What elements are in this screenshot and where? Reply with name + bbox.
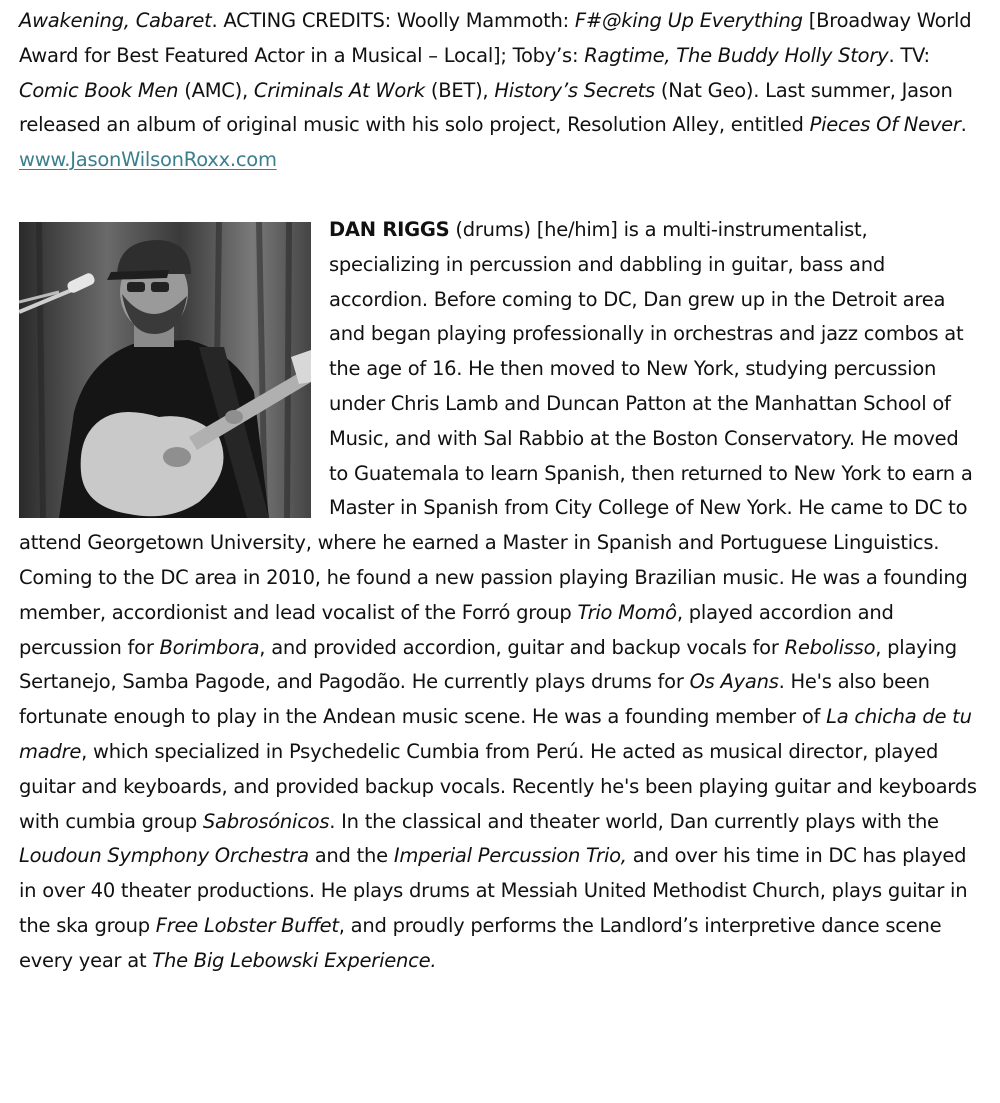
italic-title: Imperial Percussion Trio, xyxy=(393,844,627,868)
italic-title: Ragtime, The Buddy Holly Story xyxy=(584,43,889,67)
text-run: (BET), xyxy=(424,78,495,102)
text-run: and the xyxy=(308,844,394,868)
dan-riggs-photo xyxy=(19,222,311,518)
text-run: . ACTING CREDITS: Woolly Mammoth: xyxy=(211,9,575,32)
italic-title: Borimbora xyxy=(159,635,260,659)
text-run: . He's also been fortunate enough to play in the Andean music scene. He was a founding member of xyxy=(19,670,930,729)
text-run: (Nat Geo). Last summer, Jason released an album of original music with his solo project, Resolution Alley, entitled xyxy=(19,78,953,137)
italic-title: Loudoun Symphony Orchestra xyxy=(19,844,309,868)
italic-title: Rebolisso xyxy=(784,635,876,659)
italic-title: Free Lobster Buffet xyxy=(155,913,339,937)
text-run: [Broadway World Award for Best Featured Actor in a Musical – Local]; Toby’s: xyxy=(19,9,972,67)
italic-title: Criminals At Work xyxy=(253,78,425,102)
previous-bio-paragraph xyxy=(19,4,979,178)
text-run: , and provided accordion, guitar and backup vocals for xyxy=(259,635,785,659)
previous-bio-text xyxy=(19,9,971,136)
text-run: , which specialized in Psychedelic Cumbia from Perú. He acted as musical director, played guitar and keyboards, and provided backup vocals. Recently he's been playing guitar and keyboards with cumbia group xyxy=(19,739,977,833)
text-run: . In the classical and theater world, Dan currently plays with the xyxy=(329,809,939,833)
italic-title: Pieces Of Never xyxy=(809,113,961,137)
italic-title: Awakening, Cabaret xyxy=(19,9,212,32)
italic-title: Trio Momô xyxy=(577,600,677,624)
dan-riggs-name: DAN RIGGS xyxy=(329,217,450,241)
text-run: and over his time in DC has played in over 40 theater productions. He plays drums at Messiah United Methodist Church, plays guitar in the ska group xyxy=(19,844,968,937)
italic-title: History’s Secrets xyxy=(494,78,655,102)
text-run: , playing Sertanejo, Samba Pagode, and Pagodão. He currently plays drums for xyxy=(19,635,957,694)
italic-title: F#@king Up Everything xyxy=(574,9,803,32)
jason-wilson-website-link[interactable]: www.JasonWilsonRoxx.com xyxy=(19,148,277,172)
text-run: (AMC), xyxy=(178,78,254,102)
text-run: , played accordion and percussion for xyxy=(19,600,894,659)
text-run: . xyxy=(960,113,967,137)
text-run: (drums) [he/him] is a multi-instrumentalist, specializing in percussion and dabbling in guitar, bass and accordion. Before coming to DC, Dan grew up in the Detroit area and began playing professionally in orchestras and jazz combos at the age of 16. He then moved to New York, studying percussion under Chris Lamb and Duncan Patton at the Manhattan School of Music, and with Sal Rabbio at the Boston Conservatory. He moved to Guatemala to learn Spanish, then returned to New York to earn a Master in Spanish from City College of New York. He came to DC to attend Georgetown University, where he earned a Master in Spanish and Portuguese Linguistics. Coming to the DC area in 2010, he found a new passion playing Brazilian music. He was a founding member, accordionist and lead vocalist of the Forró group xyxy=(19,217,973,624)
italic-title: Os Ayans xyxy=(689,670,779,694)
paragraph-spacer xyxy=(19,178,979,213)
text-run: , and proudly performs the Landlord’s interpretive dance scene every year at xyxy=(19,913,942,972)
text-run: . TV: xyxy=(888,43,930,67)
italic-title: Comic Book Men xyxy=(19,78,179,102)
italic-title: Sabrosónicos xyxy=(202,809,330,833)
bio-page xyxy=(19,4,979,979)
italic-title: The Big Lebowski Experience. xyxy=(152,948,437,972)
italic-title: La chicha de tu madre xyxy=(19,705,972,763)
